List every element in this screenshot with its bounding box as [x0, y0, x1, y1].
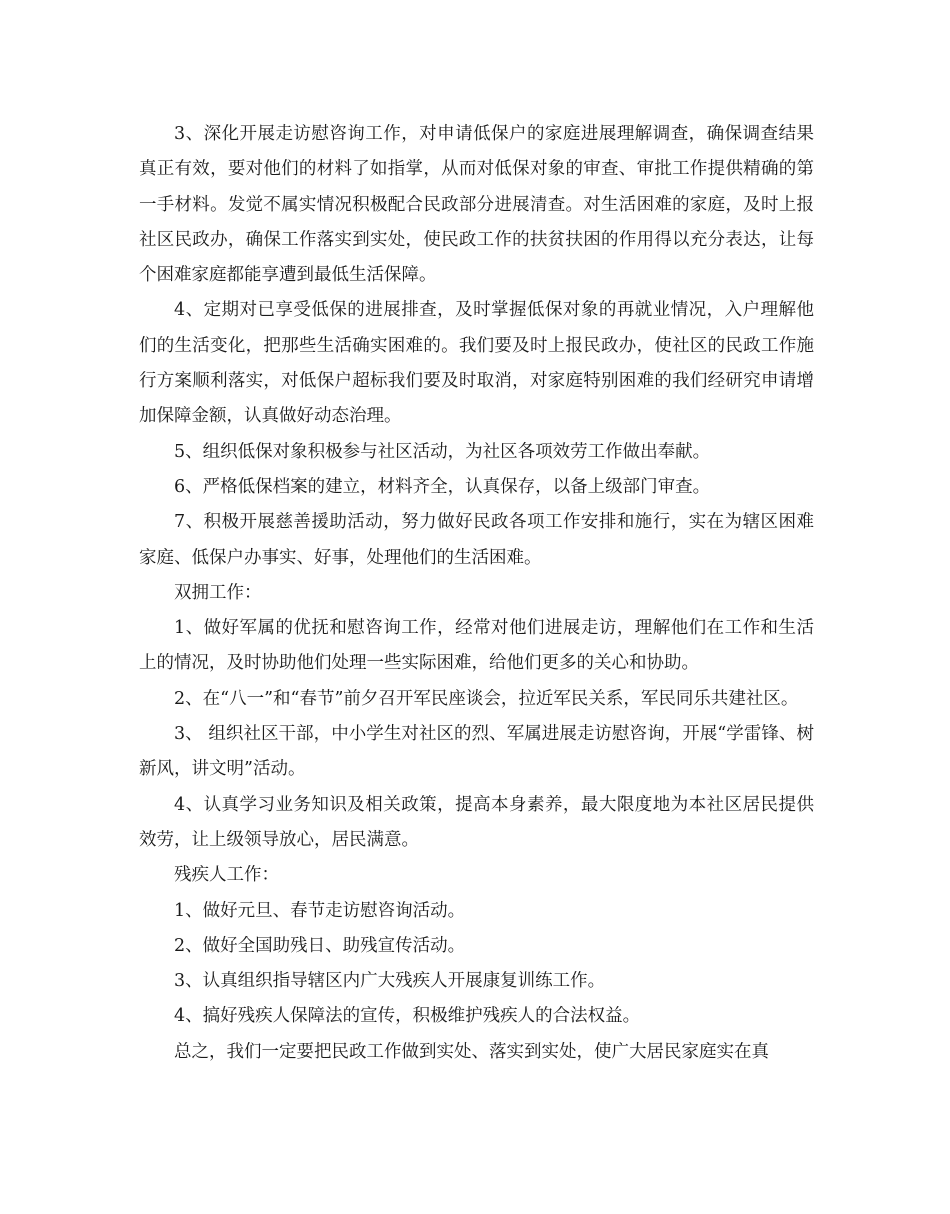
paragraph: 4、搞好残疾人保障法的宣传，积极维护残疾人的合法权益。: [174, 1006, 641, 1027]
paragraph: 1、做好元旦、春节走访慰咨询活动。: [174, 900, 466, 921]
paragraph: 2、做好全国助残日、助残宣传活动。: [174, 935, 466, 956]
paragraph: 3、 组织社区干部，中小学生对社区的烈、军属进展走访慰咨询，开展“学雷锋、树新风，讲文明”活动。: [139, 724, 814, 780]
paragraph: 1、做好军属的优抚和慰咨询工作，经常对他们进展走访，理解他们在工作和生活上的情况，及时协助他们处理一些实际困难，给他们更多的关心和协助。: [139, 618, 814, 674]
document-body: [139, 117, 814, 1070]
paragraph: 5、组织低保对象积极参与社区活动，为社区各项效劳工作做出奉献。: [174, 441, 711, 462]
paragraph: 7、积极开展慈善援助活动，努力做好民政各项工作安排和施行，实在为辖区困难家庭、低保户办事实、好事，处理他们的生活困难。: [139, 512, 814, 568]
paragraph: 4、定期对已享受低保的进展排查，及时掌握低保对象的再就业情况，入户理解他们的生活变化，把那些生活确实困难的。我们要及时上报民政办，使社区的民政工作施行方案顺利落实，对低保户超标我们要及时取消，对家庭特别困难的我们经研究申请增加保障金额，认真做好动态治理。: [139, 300, 814, 427]
paragraph: 总之，我们一定要把民政工作做到实处、落实到实处，使广大居民家庭实在真: [174, 1041, 769, 1062]
paragraph: 4、认真学习业务知识及相关政策，提高本身素养，最大限度地为本社区居民提供效劳，让上级领导放心，居民满意。: [139, 794, 814, 850]
section-heading: 双拥工作：: [174, 582, 262, 603]
paragraph: 3、认真组织指导辖区内广大残疾人开展康复训练工作。: [174, 971, 606, 992]
paragraph: 2、在“八一”和“春节”前夕召开军民座谈会，拉近军民关系，军民同乐共建社区。: [174, 688, 799, 709]
paragraph: 6、严格低保档案的建立，材料齐全，认真保存，以备上级部门审查。: [174, 476, 711, 497]
section-heading: 残疾人工作：: [174, 865, 279, 886]
paragraph: 3、深化开展走访慰咨询工作，对申请低保户的家庭进展理解调查，确保调查结果真正有效，要对他们的材料了如指掌，从而对低保对象的审查、审批工作提供精确的第一手材料。发觉不属实情况积极配合民政部分进展清查。对生活困难的家庭，及时上报社区民政办，确保工作落实到实处，使民政工作的扶贫扶困的作用得以充分表达，让每个困难家庭都能享遭到最低生活保障。: [139, 124, 814, 286]
